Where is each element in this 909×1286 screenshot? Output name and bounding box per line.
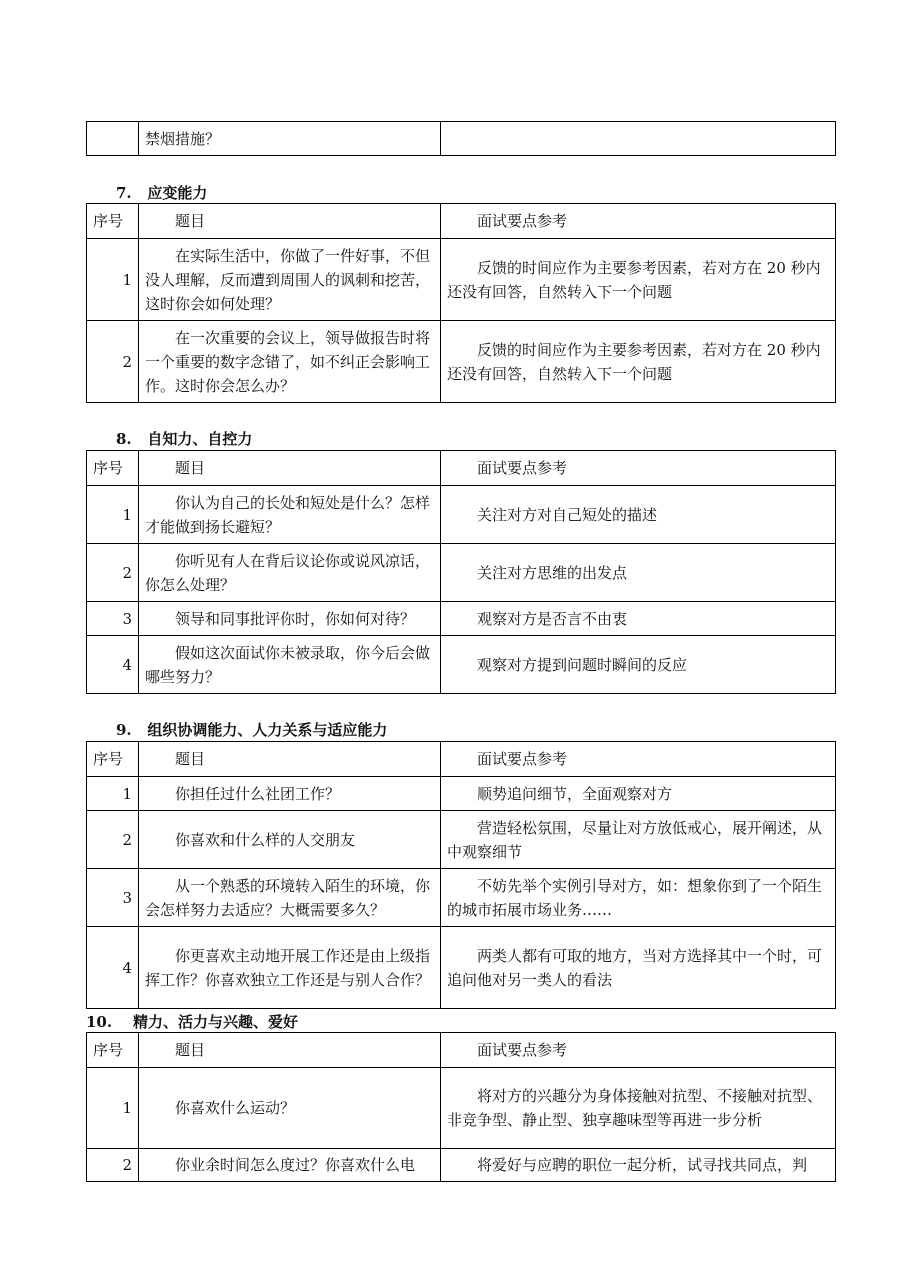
question-cell: 禁烟措施？ [139, 122, 441, 156]
row-reference: 反馈的时间应作为主要参考因素，若对方在 20 秒内还没有回答，自然转入下一个问题 [441, 239, 836, 321]
row-num: 4 [87, 927, 139, 1009]
row-num: 2 [87, 544, 139, 602]
header-question: 题目 [139, 451, 441, 486]
row-num: 1 [87, 1068, 139, 1149]
row-num: 3 [87, 869, 139, 927]
table-row [87, 602, 836, 636]
row-reference: 关注对方思维的出发点 [441, 544, 836, 602]
table-section-9 [86, 741, 836, 1009]
row-question: 你听见有人在背后议论你或说风凉话，你怎么处理？ [139, 544, 441, 602]
header-num: 序号 [87, 204, 139, 239]
row-num: 1 [87, 486, 139, 544]
section-heading [116, 428, 252, 449]
header-question: 题目 [139, 1033, 441, 1068]
section-number: 9. [116, 721, 132, 739]
row-question: 在一次重要的会议上，领导做报告时将一个重要的数字念错了，如不纠正会影响工作。这时你会怎么办？ [139, 321, 441, 403]
header-num: 序号 [87, 451, 139, 486]
row-num: 2 [87, 1149, 139, 1182]
row-num: 2 [87, 811, 139, 869]
header-reference: 面试要点参考 [441, 204, 836, 239]
table-row [87, 544, 836, 602]
row-question: 你喜欢和什么样的人交朋友 [139, 811, 441, 869]
row-question: 在实际生活中，你做了一件好事，不但没人理解，反而遭到周围人的讽刺和挖苦，这时你会如何处理？ [139, 239, 441, 321]
header-reference: 面试要点参考 [441, 451, 836, 486]
table-row [87, 927, 836, 1009]
table-row [87, 636, 836, 694]
row-question: 从一个熟悉的环境转入陌生的环境，你会怎样努力去适应？大概需要多久？ [139, 869, 441, 927]
table-header-row [87, 742, 836, 777]
header-question: 题目 [139, 204, 441, 239]
row-question: 你担任过什么社团工作？ [139, 777, 441, 811]
table-row [87, 486, 836, 544]
section-title: 精力、活力与兴趣、爱好 [133, 1013, 299, 1031]
row-reference: 观察对方提到问题时瞬间的反应 [441, 636, 836, 694]
row-reference: 关注对方对自己短处的描述 [441, 486, 836, 544]
table-row [87, 811, 836, 869]
row-reference: 将对方的兴趣分为身体接触对抗型、不接触对抗型、非竞争型、静止型、独享趣味型等再进一步分析 [441, 1068, 836, 1149]
reference-cell [441, 122, 836, 156]
section-heading [116, 182, 207, 203]
table-row [87, 122, 836, 156]
table-header-row [87, 1033, 836, 1068]
table-row [87, 1068, 836, 1149]
table-section-7 [86, 203, 836, 403]
table-fragment [86, 121, 836, 156]
row-question: 假如这次面试你未被录取，你今后会做哪些努力？ [139, 636, 441, 694]
table-row [87, 321, 836, 403]
section-title: 应变能力 [147, 184, 208, 202]
table-section-10 [86, 1032, 836, 1182]
row-question: 你业余时间怎么度过？你喜欢什么电 [139, 1149, 441, 1182]
row-num: 1 [87, 777, 139, 811]
row-num: 1 [87, 239, 139, 321]
header-num: 序号 [87, 742, 139, 777]
header-num: 序号 [87, 1033, 139, 1068]
row-reference: 顺势追问细节，全面观察对方 [441, 777, 836, 811]
table-header-row [87, 451, 836, 486]
table-section-8 [86, 450, 836, 694]
row-question: 你更喜欢主动地开展工作还是由上级指挥工作？你喜欢独立工作还是与别人合作？ [139, 927, 441, 1009]
row-question: 你喜欢什么运动？ [139, 1068, 441, 1149]
section-number: 8. [116, 430, 132, 448]
row-num: 4 [87, 636, 139, 694]
row-reference: 不妨先举个实例引导对方，如：想象你到了一个陌生的城市拓展市场业务…… [441, 869, 836, 927]
row-num: 3 [87, 602, 139, 636]
header-question: 题目 [139, 742, 441, 777]
num-cell [87, 122, 139, 156]
table-row [87, 1149, 836, 1182]
row-question: 你认为自己的长处和短处是什么？怎样才能做到扬长避短？ [139, 486, 441, 544]
section-heading [86, 1011, 298, 1032]
table-header-row [87, 204, 836, 239]
row-reference: 营造轻松氛围，尽量让对方放低戒心，展开阐述，从中观察细节 [441, 811, 836, 869]
table-row [87, 869, 836, 927]
row-reference: 反馈的时间应作为主要参考因素，若对方在 20 秒内还没有回答，自然转入下一个问题 [441, 321, 836, 403]
section-number: 7. [116, 184, 132, 202]
row-num: 2 [87, 321, 139, 403]
row-reference: 两类人都有可取的地方，当对方选择其中一个时，可追问他对另一类人的看法 [441, 927, 836, 1009]
header-reference: 面试要点参考 [441, 1033, 836, 1068]
section-heading [116, 719, 387, 740]
section-title: 组织协调能力、人力关系与适应能力 [147, 721, 388, 739]
table-row [87, 239, 836, 321]
row-reference: 将爱好与应聘的职位一起分析，试寻找共同点，判 [441, 1149, 836, 1182]
table-row [87, 777, 836, 811]
row-reference: 观察对方是否言不由衷 [441, 602, 836, 636]
section-number: 10. [86, 1013, 113, 1031]
header-reference: 面试要点参考 [441, 742, 836, 777]
row-question: 领导和同事批评你时，你如何对待？ [139, 602, 441, 636]
section-title: 自知力、自控力 [147, 430, 253, 448]
